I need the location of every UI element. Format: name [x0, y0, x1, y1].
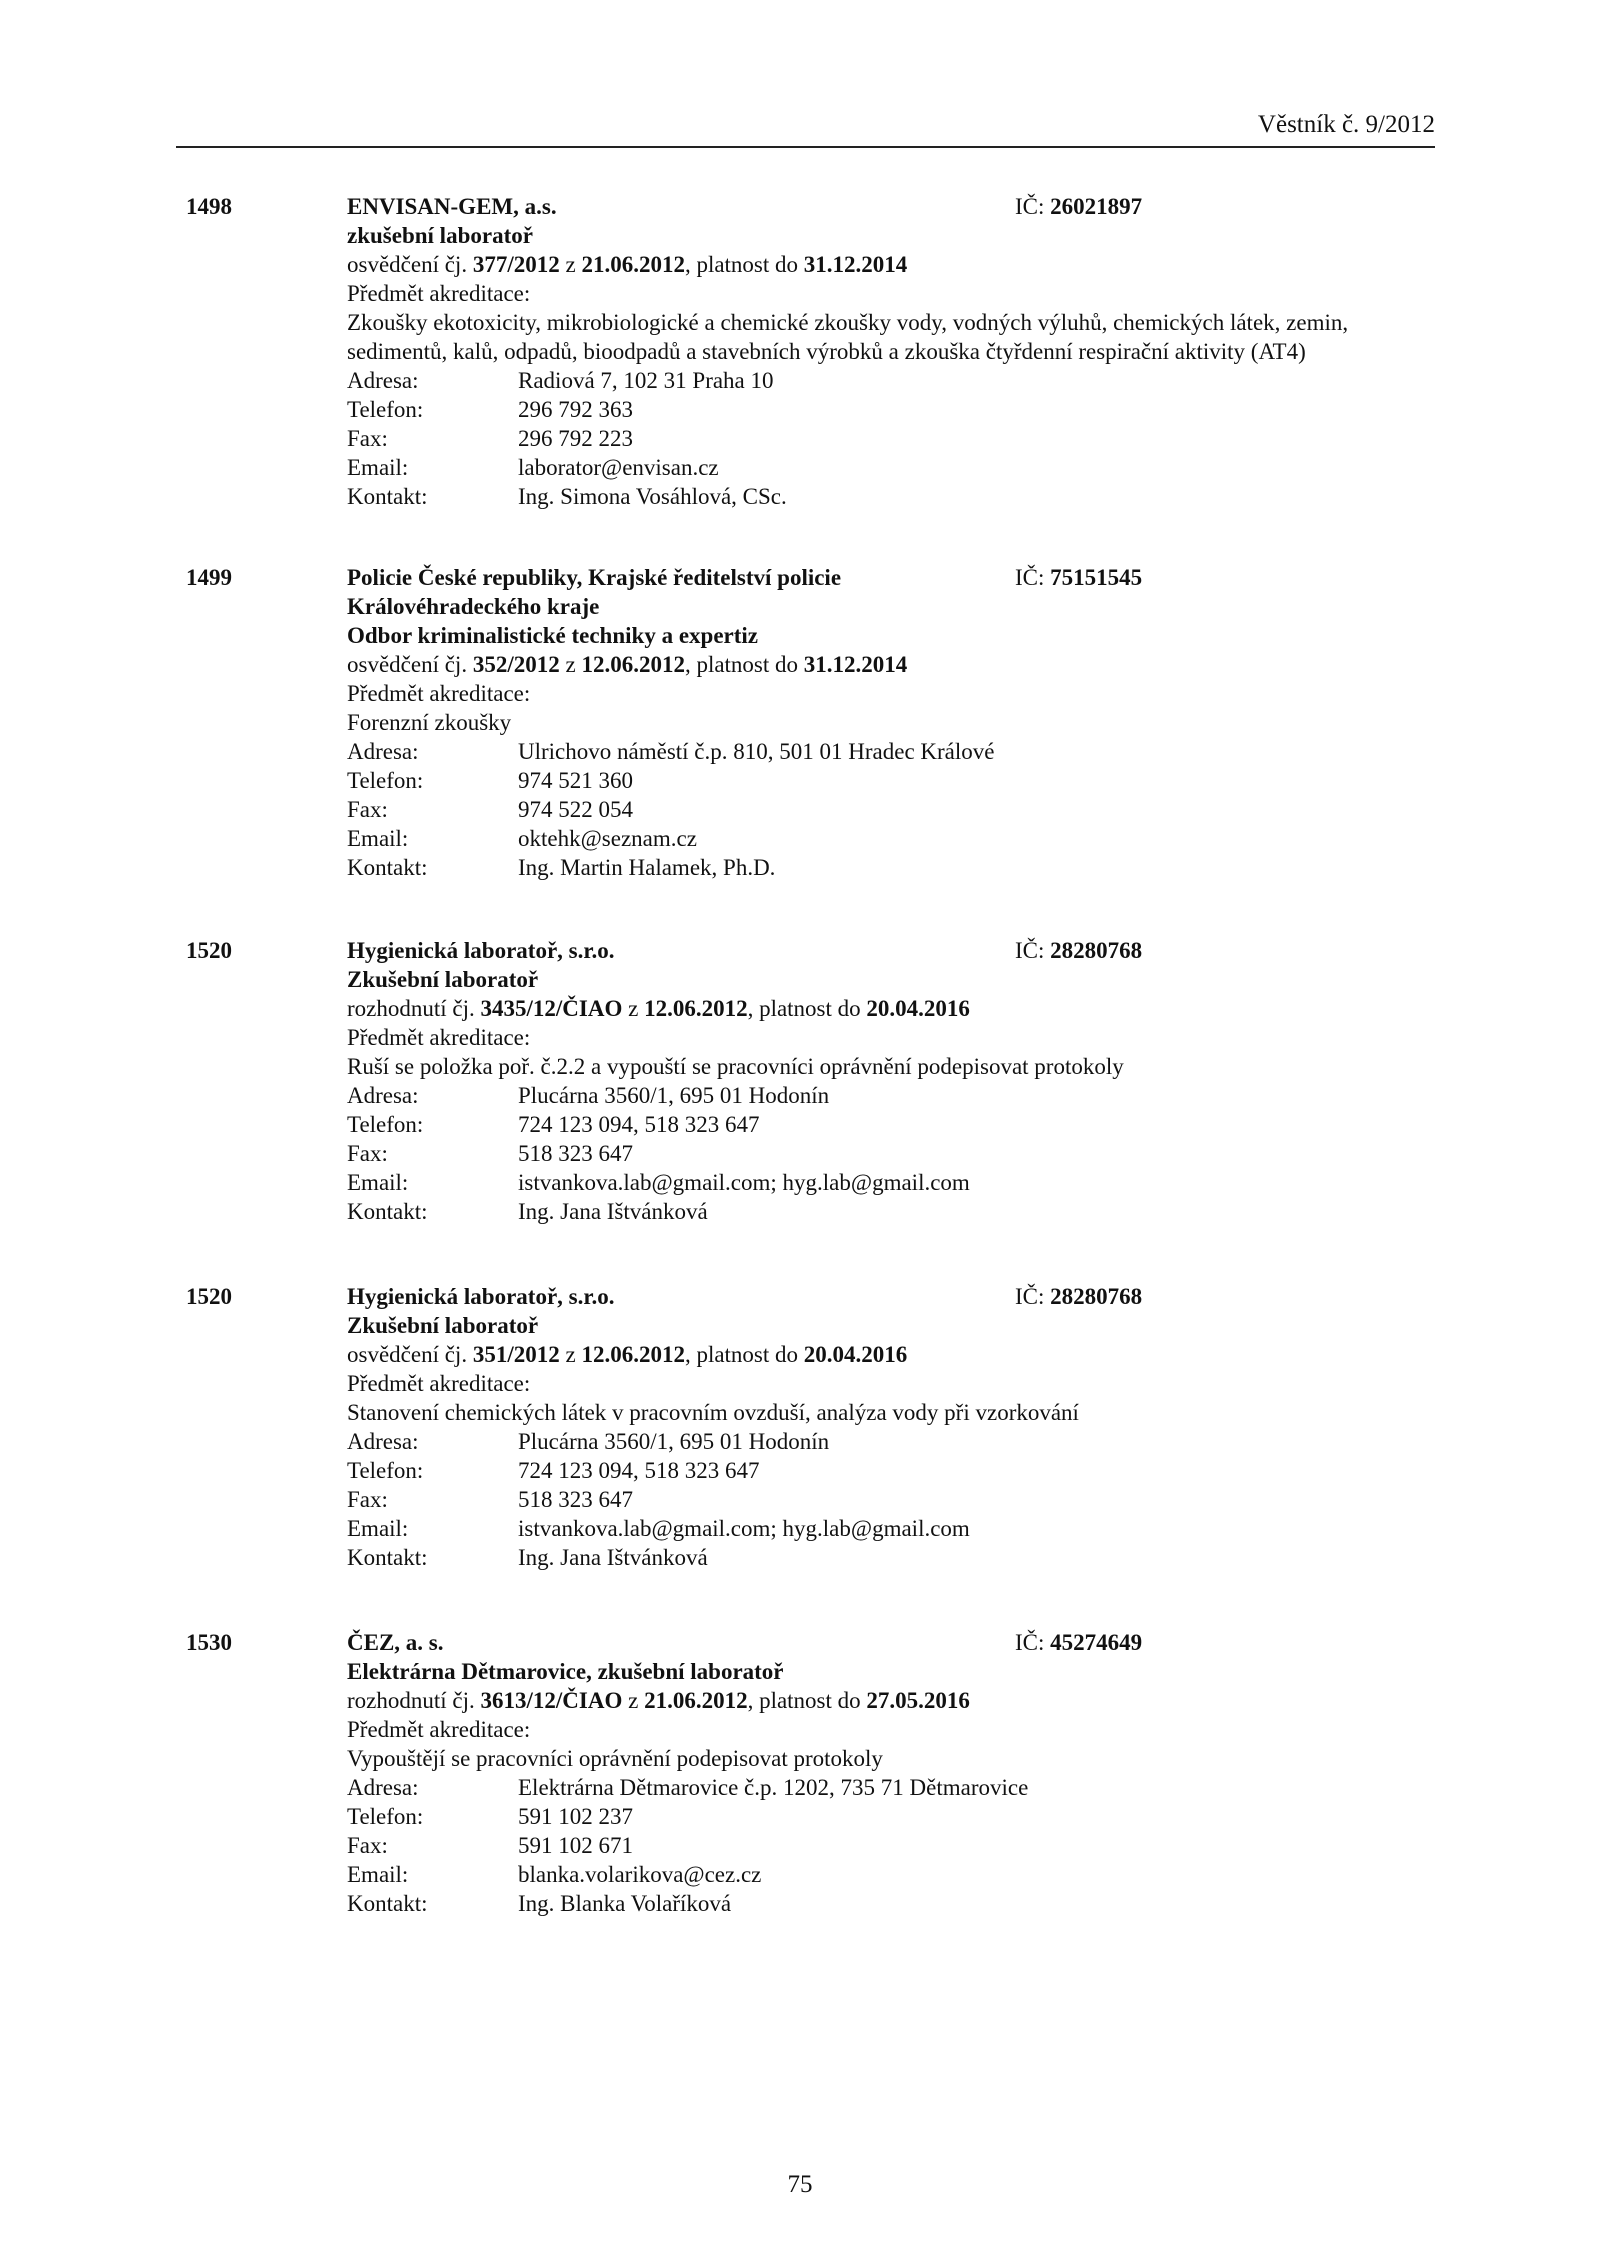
subject-heading: Předmět akreditace: — [347, 1025, 531, 1050]
organization-name: Hygienická laboratoř, s.r.o. — [347, 938, 615, 963]
phone-value: 296 792 363 — [518, 397, 633, 422]
fax-value: 518 323 647 — [518, 1487, 633, 1512]
entry-number: 1520 — [186, 938, 232, 963]
entry-body — [347, 192, 1437, 511]
entry-number: 1520 — [186, 1284, 232, 1309]
subject-heading: Předmět akreditace: — [347, 681, 531, 706]
ic-value: 26021897 — [1050, 194, 1143, 219]
email-label: Email: — [347, 1516, 409, 1541]
certificate-prefix: osvědčení čj. — [347, 252, 473, 277]
email-row — [347, 1860, 1437, 1889]
contact-label: Kontakt: — [347, 1891, 428, 1916]
email-value: laborator@envisan.cz — [518, 455, 719, 480]
certificate-validity: , platnost do — [684, 252, 804, 277]
address-row — [347, 737, 1437, 766]
address-label: Adresa: — [347, 739, 419, 764]
fax-row — [347, 1139, 1437, 1168]
fax-row — [347, 1831, 1437, 1860]
organization-name: Odbor kriminalistické techniky a expertiz — [347, 623, 759, 648]
phone-label: Telefon: — [347, 1112, 424, 1137]
certificate-date: 12.06.2012 — [581, 1342, 685, 1367]
certificate-date: 12.06.2012 — [581, 652, 685, 677]
phone-label: Telefon: — [347, 1458, 424, 1483]
certificate-prefix: rozhodnutí čj. — [347, 1688, 481, 1713]
certificate-validity: , platnost do — [747, 996, 867, 1021]
email-value: istvankova.lab@gmail.com; hyg.lab@gmail.com — [518, 1516, 970, 1541]
email-row — [347, 824, 1437, 853]
phone-row — [347, 1456, 1437, 1485]
contact-label: Kontakt: — [347, 1199, 428, 1224]
entry-body — [347, 1282, 1437, 1572]
entry-body — [347, 563, 1437, 882]
certificate-ref: 3613/12/ČIAO — [480, 1688, 623, 1713]
certificate-line — [347, 994, 1437, 1023]
certificate-validity: , platnost do — [684, 1342, 804, 1367]
ic-label: IČ: — [1015, 565, 1045, 590]
certificate-valid-until: 31.12.2014 — [803, 252, 908, 277]
address-row — [347, 366, 1437, 395]
contact-row — [347, 1197, 1437, 1226]
certificate-ref: 377/2012 — [472, 252, 560, 277]
email-label: Email: — [347, 826, 409, 851]
email-value: blanka.volarikova@cez.cz — [518, 1862, 762, 1887]
certificate-line — [347, 1686, 1437, 1715]
ic-label: IČ: — [1015, 1284, 1045, 1309]
subject-heading: Předmět akreditace: — [347, 1371, 531, 1396]
subject-heading: Předmět akreditace: — [347, 1717, 531, 1742]
certificate-mid: z — [559, 252, 582, 277]
phone-label: Telefon: — [347, 397, 424, 422]
entry-body — [347, 1628, 1437, 1918]
ic-label: IČ: — [1015, 194, 1045, 219]
contact-label: Kontakt: — [347, 855, 428, 880]
email-row — [347, 1514, 1437, 1543]
certificate-line — [347, 250, 1437, 279]
email-label: Email: — [347, 455, 409, 480]
contact-row — [347, 853, 1437, 882]
contact-value: Ing. Martin Halamek, Ph.D. — [518, 855, 776, 880]
certificate-valid-until: 20.04.2016 — [803, 1342, 908, 1367]
certificate-ref: 352/2012 — [472, 652, 560, 677]
fax-label: Fax: — [347, 797, 388, 822]
phone-row — [347, 1802, 1437, 1831]
certificate-mid: z — [559, 1342, 582, 1367]
phone-row — [347, 395, 1437, 424]
certificate-line — [347, 650, 1437, 679]
address-label: Adresa: — [347, 1775, 419, 1800]
address-label: Adresa: — [347, 1429, 419, 1454]
organization-name: Zkušební laboratoř — [347, 1313, 539, 1338]
phone-row — [347, 766, 1437, 795]
address-value: Plucárna 3560/1, 695 01 Hodonín — [518, 1083, 830, 1108]
entry-number: 1530 — [186, 1630, 232, 1655]
certificate-date: 21.06.2012 — [581, 252, 685, 277]
accreditation-subject: sedimentů, kalů, odpadů, bioodpadů a stavebních výrobků a zkouška čtyřdenní respirační aktivity (AT4) — [347, 339, 1306, 364]
certificate-prefix: rozhodnutí čj. — [347, 996, 481, 1021]
organization-name: ENVISAN-GEM, a.s. — [347, 194, 557, 219]
ic-label: IČ: — [1015, 938, 1045, 963]
fax-value: 591 102 671 — [518, 1833, 633, 1858]
certificate-mid: z — [622, 1688, 645, 1713]
organization-name: Zkušební laboratoř — [347, 967, 539, 992]
phone-value: 724 123 094, 518 323 647 — [518, 1112, 760, 1137]
ic-value: 75151545 — [1050, 565, 1143, 590]
address-value: Plucárna 3560/1, 695 01 Hodonín — [518, 1429, 830, 1454]
entry-body — [347, 936, 1437, 1226]
certificate-date: 21.06.2012 — [644, 1688, 748, 1713]
contact-label: Kontakt: — [347, 1545, 428, 1570]
certificate-line — [347, 1340, 1437, 1369]
phone-row — [347, 1110, 1437, 1139]
address-label: Adresa: — [347, 1083, 419, 1108]
header-divider — [176, 146, 1435, 148]
address-value: Radiová 7, 102 31 Praha 10 — [518, 368, 774, 393]
certificate-valid-until: 27.05.2016 — [866, 1688, 970, 1713]
contact-label: Kontakt: — [347, 484, 428, 509]
certificate-date: 12.06.2012 — [644, 996, 748, 1021]
organization-name: Hygienická laboratoř, s.r.o. — [347, 1284, 615, 1309]
entry-number: 1499 — [186, 565, 232, 590]
organization-name: ČEZ, a. s. — [347, 1630, 444, 1655]
organization-name: Policie České republiky, Krajské ředitelství policie — [347, 565, 842, 590]
accreditation-subject: Ruší se položka poř. č.2.2 a vypouští se pracovníci oprávnění podepisovat protokoly — [347, 1054, 1124, 1079]
fax-row — [347, 795, 1437, 824]
accreditation-subject: Vypouštějí se pracovníci oprávnění podepisovat protokoly — [347, 1746, 883, 1771]
email-row — [347, 1168, 1437, 1197]
accreditation-subject: Zkoušky ekotoxicity, mikrobiologické a chemické zkoušky vody, vodných výluhů, chemických látek, zemin, — [347, 310, 1349, 335]
contact-row — [347, 482, 1437, 511]
email-label: Email: — [347, 1862, 409, 1887]
ic-label: IČ: — [1015, 1630, 1045, 1655]
certificate-ref: 351/2012 — [472, 1342, 560, 1367]
email-value: istvankova.lab@gmail.com; hyg.lab@gmail.com — [518, 1170, 970, 1195]
address-row — [347, 1427, 1437, 1456]
contact-row — [347, 1889, 1437, 1918]
accreditation-subject: Stanovení chemických látek v pracovním ovzduší, analýza vody při vzorkování — [347, 1400, 1079, 1425]
ic-value: 28280768 — [1050, 938, 1143, 963]
organization-name: zkušební laboratoř — [347, 223, 533, 248]
organization-name: Elektrárna Dětmarovice, zkušební laboratoř — [347, 1659, 784, 1684]
certificate-prefix: osvědčení čj. — [347, 1342, 473, 1367]
certificate-validity: , platnost do — [684, 652, 804, 677]
fax-label: Fax: — [347, 1487, 388, 1512]
address-label: Adresa: — [347, 368, 419, 393]
accreditation-subject: Forenzní zkoušky — [347, 710, 512, 735]
organization-name: Královéhradeckého kraje — [347, 594, 600, 619]
journal-title: Věstník č. 9/2012 — [1257, 111, 1435, 138]
phone-value: 724 123 094, 518 323 647 — [518, 1458, 760, 1483]
address-value: Ulrichovo náměstí č.p. 810, 501 01 Hradec Králové — [518, 739, 995, 764]
fax-value: 296 792 223 — [518, 426, 633, 451]
phone-value: 974 521 360 — [518, 768, 633, 793]
fax-label: Fax: — [347, 426, 388, 451]
entry-number: 1498 — [186, 194, 232, 219]
fax-row — [347, 1485, 1437, 1514]
address-row — [347, 1773, 1437, 1802]
contact-value: Ing. Simona Vosáhlová, CSc. — [518, 484, 787, 509]
fax-label: Fax: — [347, 1141, 388, 1166]
contact-value: Ing. Blanka Volaříková — [518, 1891, 732, 1916]
email-label: Email: — [347, 1170, 409, 1195]
certificate-valid-until: 20.04.2016 — [866, 996, 970, 1021]
fax-value: 974 522 054 — [518, 797, 633, 822]
page-number: 75 — [787, 2171, 813, 2198]
contact-row — [347, 1543, 1437, 1572]
phone-label: Telefon: — [347, 1804, 424, 1829]
certificate-mid: z — [622, 996, 645, 1021]
ic-value: 28280768 — [1050, 1284, 1143, 1309]
fax-value: 518 323 647 — [518, 1141, 633, 1166]
address-row — [347, 1081, 1437, 1110]
phone-value: 591 102 237 — [518, 1804, 633, 1829]
fax-row — [347, 424, 1437, 453]
certificate-ref: 3435/12/ČIAO — [480, 996, 623, 1021]
email-row — [347, 453, 1437, 482]
ic-value: 45274649 — [1050, 1630, 1143, 1655]
certificate-mid: z — [559, 652, 582, 677]
contact-value: Ing. Jana Ištvánková — [518, 1545, 708, 1570]
fax-label: Fax: — [347, 1833, 388, 1858]
contact-value: Ing. Jana Ištvánková — [518, 1199, 708, 1224]
certificate-valid-until: 31.12.2014 — [803, 652, 908, 677]
certificate-prefix: osvědčení čj. — [347, 652, 473, 677]
address-value: Elektrárna Dětmarovice č.p. 1202, 735 71 Dětmarovice — [518, 1775, 1029, 1800]
subject-heading: Předmět akreditace: — [347, 281, 531, 306]
certificate-validity: , platnost do — [747, 1688, 867, 1713]
phone-label: Telefon: — [347, 768, 424, 793]
email-value: oktehk@seznam.cz — [518, 826, 697, 851]
